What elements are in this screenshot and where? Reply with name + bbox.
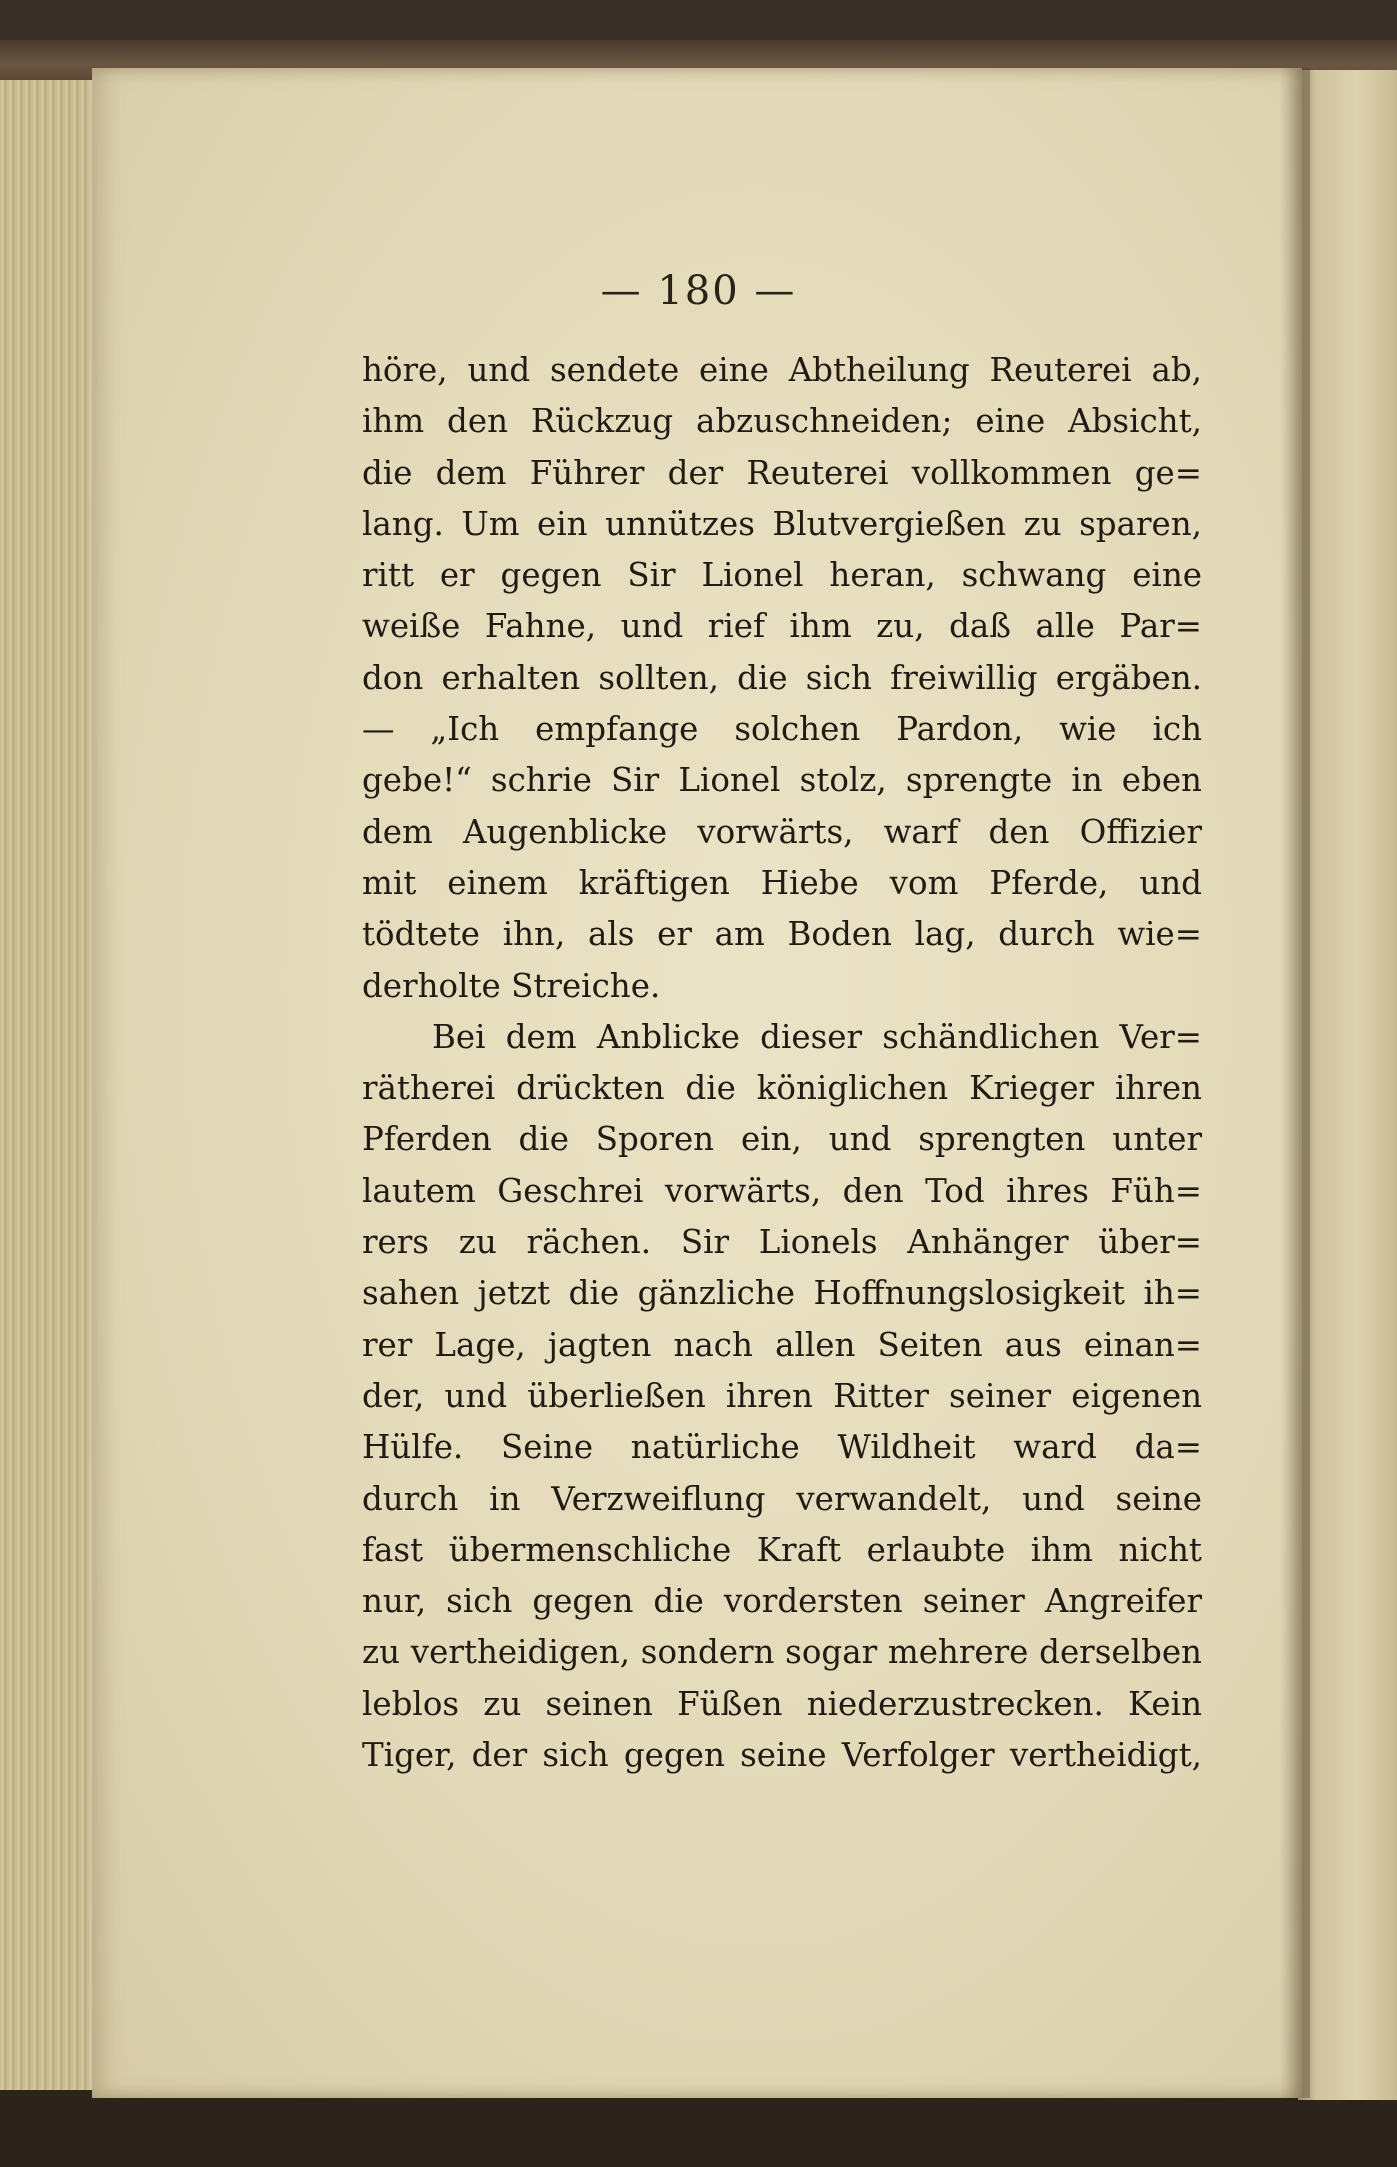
text-line: rätherei drückten die königlichen Krieger ihren bbox=[362, 1069, 1202, 1108]
text-line: zu vertheidigen, sondern sogar mehrere derselben bbox=[362, 1633, 1202, 1672]
text-line: Hülfe. Seine natürliche Wildheit ward da= bbox=[362, 1428, 1202, 1467]
text-line: ritt er gegen Sir Lionel heran, schwang eine bbox=[362, 556, 1202, 595]
page-number: — 180 — bbox=[600, 268, 797, 314]
text-line: ihm den Rückzug abzuschneiden; eine Absicht, bbox=[362, 402, 1202, 441]
text-line: rer Lage, jagten nach allen Seiten aus einan= bbox=[362, 1325, 1202, 1364]
text-line: fast übermenschliche Kraft erlaubte ihm nicht bbox=[362, 1530, 1202, 1569]
text-line: die dem Führer der Reuterei vollkommen ge= bbox=[362, 453, 1202, 492]
text-line: sahen jetzt die gänzliche Hoffnungslosigkeit ih= bbox=[362, 1274, 1202, 1313]
page-stack-left bbox=[0, 80, 100, 2090]
text-line: Pferden die Sporen ein, und sprengten unter bbox=[362, 1120, 1202, 1159]
text-line: höre, und sendete eine Abtheilung Reuterei ab, bbox=[362, 351, 1202, 389]
text-line: der, und überließen ihren Ritter seiner eigenen bbox=[362, 1376, 1202, 1415]
text-line: derholte Streiche. bbox=[362, 966, 661, 1005]
text-line: rers zu rächen. Sir Lionels Anhänger über= bbox=[362, 1223, 1202, 1262]
text-line: tödtete ihn, als er am Boden lag, durch wie= bbox=[362, 915, 1202, 954]
text-line: mit einem kräftigen Hiebe vom Pferde, und bbox=[362, 863, 1202, 902]
body-text bbox=[362, 345, 1202, 1781]
text-line: gebe!“ schrie Sir Lionel stolz, sprengte in eben bbox=[362, 761, 1202, 800]
page-stack-right bbox=[1298, 70, 1397, 2100]
text-line: dem Augenblicke vorwärts, warf den Offizier bbox=[362, 812, 1202, 851]
text-line: Bei dem Anblicke dieser schändlichen Ver= bbox=[432, 1017, 1202, 1056]
text-line: nur, sich gegen die vordersten seiner Angreifer bbox=[362, 1582, 1202, 1621]
text-line: weiße Fahne, und rief ihm zu, daß alle Par= bbox=[362, 607, 1202, 646]
text-line: leblos zu seinen Füßen niederzustrecken. Kein bbox=[362, 1684, 1202, 1723]
text-line: lautem Geschrei vorwärts, den Tod ihres Füh= bbox=[362, 1171, 1202, 1210]
text-line: don erhalten sollten, die sich freiwillig ergäben. bbox=[362, 658, 1202, 697]
text-line: Tiger, der sich gegen seine Verfolger vertheidigt, bbox=[362, 1736, 1202, 1775]
text-line: lang. Um ein unnützes Blutvergießen zu sparen, bbox=[362, 504, 1202, 543]
text-line: — „Ich empfange solchen Pardon, wie ich bbox=[362, 710, 1202, 749]
gutter-shadow bbox=[1280, 68, 1310, 2098]
text-line: durch in Verzweiflung verwandelt, und seine bbox=[362, 1479, 1202, 1518]
